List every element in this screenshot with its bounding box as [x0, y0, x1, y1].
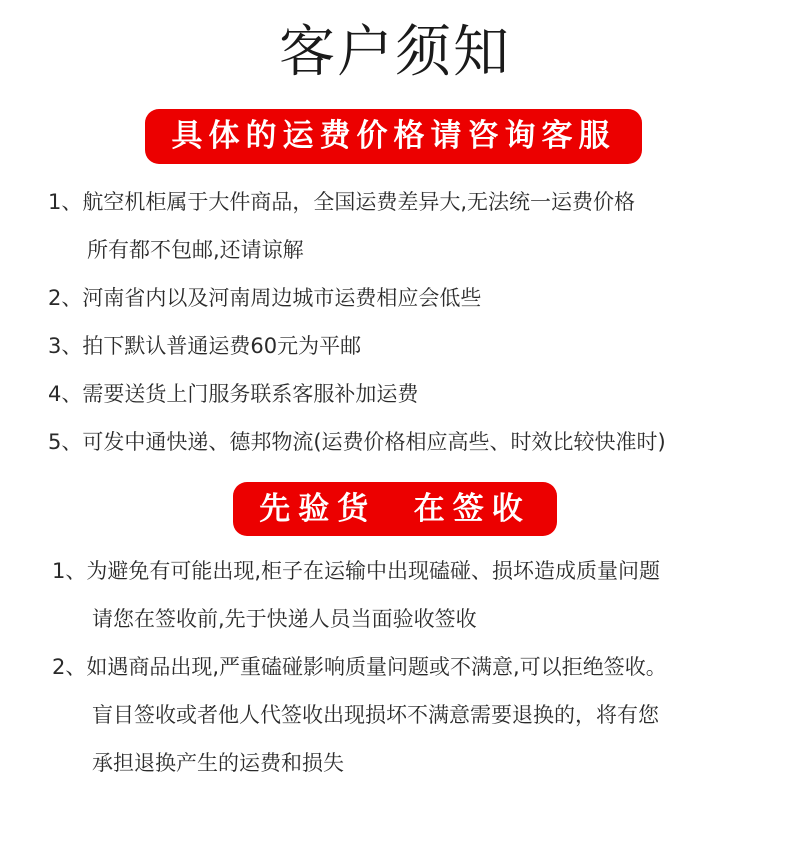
list-item: 4、需要送货上门服务联系客服补加运费: [48, 382, 419, 406]
list-item: 请您在签收前,先于快递人员当面验收签收: [92, 607, 477, 631]
list-item: 盲目签收或者他人代签收出现损坏不满意需要退换的，将有您: [92, 703, 659, 727]
list-item: 承担退换产生的运费和损失: [92, 751, 344, 775]
list-item: 2、河南省内以及河南周边城市运费相应会低些: [48, 286, 482, 310]
list-item: 3、拍下默认普通运费60元为平邮: [48, 334, 362, 358]
inspect-before-sign-banner: 先验货 在签收: [233, 482, 557, 536]
page-title: 客户须知: [279, 20, 511, 85]
list-item: 1、为避免有可能出现,柜子在运输中出现磕碰、损坏造成质量问题: [52, 559, 661, 583]
shipping-notice-banner: 具体的运费价格请咨询客服: [145, 109, 642, 164]
list-item: 5、可发中通快递、德邦物流(运费价格相应高些、时效比较快准时): [48, 430, 666, 454]
list-item: 所有都不包邮,还请谅解: [87, 238, 304, 262]
list-item: 2、如遇商品出现,严重磕碰影响质量问题或不满意,可以拒绝签收。: [52, 655, 667, 679]
list-item: 1、航空机柜属于大件商品，全国运费差异大,无法统一运费价格: [48, 190, 636, 214]
